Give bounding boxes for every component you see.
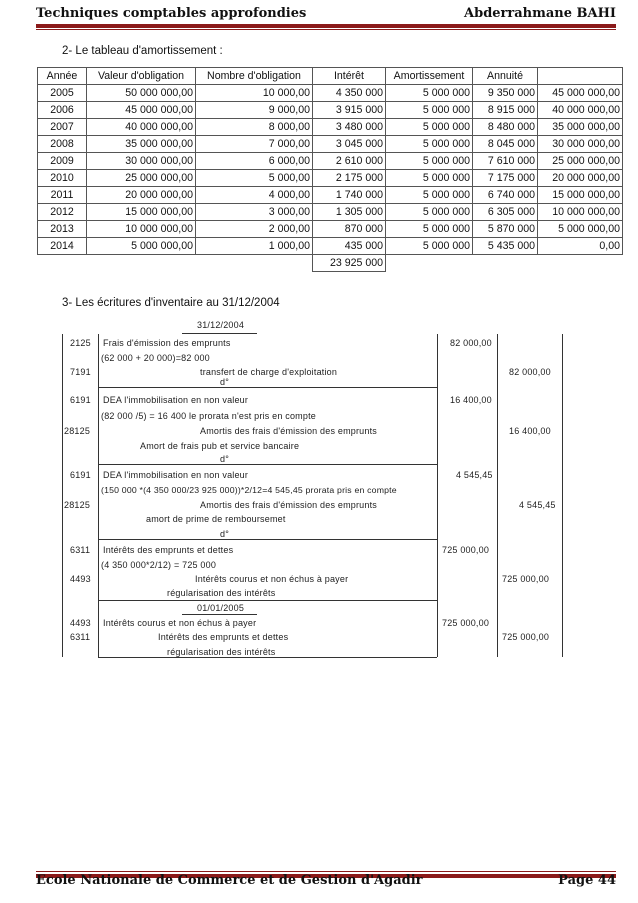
debit-amount: 725 000,00 (442, 545, 490, 555)
table-cell: 10 000 000,00 (87, 221, 196, 238)
col-header: Valeur d'obligation (87, 68, 196, 85)
header-rule (36, 24, 616, 28)
table-cell: 2009 (38, 153, 87, 170)
table-cell: 10 000,00 (196, 85, 313, 102)
credit-amount: 725 000,00 (502, 632, 550, 642)
table-cell: 1 740 000 (313, 187, 386, 204)
table-cell: 6 740 000 (473, 187, 538, 204)
credit-amount: 725 000,00 (502, 574, 550, 584)
table-cell: 10 000 000,00 (538, 204, 623, 221)
table-cell: 3 045 000 (313, 136, 386, 153)
amortization-table (37, 67, 623, 272)
table-cell: 5 000 000 (386, 187, 473, 204)
table-header-row (38, 68, 623, 85)
table-cell: 2008 (38, 136, 87, 153)
account-number: 4493 (70, 574, 91, 584)
col-header: Intérêt (313, 68, 386, 85)
journal-separator (98, 657, 437, 658)
col-header: Nombre d'obligation (196, 68, 313, 85)
table-cell: 2 610 000 (313, 153, 386, 170)
credit-label: transfert de charge d'exploitation (200, 367, 338, 377)
table-cell: 2014 (38, 238, 87, 255)
table-cell: 0,00 (538, 238, 623, 255)
empty-cell (538, 255, 623, 272)
calculation: (150 000 *(4 350 000/23 925 000))*2/12=4 545,45 prorata pris en compte (101, 485, 397, 495)
debit-label: Frais d'émission des emprunts (103, 338, 231, 348)
calculation: (82 000 /5) = 16 400 le prorata n'est pris en compte (101, 411, 316, 421)
table-cell: 5 000 000,00 (87, 238, 196, 255)
journal-line (62, 334, 63, 657)
table-cell: 2013 (38, 221, 87, 238)
journal-line (497, 334, 498, 657)
col-header (538, 68, 623, 85)
table-cell: 5 000,00 (196, 170, 313, 187)
table-row (38, 187, 623, 204)
footer-rule-thin (36, 871, 616, 872)
table-cell: 30 000 000,00 (538, 136, 623, 153)
journal-date: 01/01/2005 (197, 603, 245, 613)
entry-note: amort de prime de remboursemet (146, 514, 286, 524)
table-cell: 25 000 000,00 (538, 153, 623, 170)
table-cell: 7 175 000 (473, 170, 538, 187)
table-cell: 5 000 000 (386, 102, 473, 119)
journal-separator (182, 333, 257, 334)
section2-title: 2- Le tableau d'amortissement : (62, 45, 223, 57)
journal-line (562, 334, 563, 657)
journal-line (437, 334, 438, 657)
table-cell: 870 000 (313, 221, 386, 238)
credit-label: Amortis des frais d'émission des emprunts (200, 426, 377, 436)
entry-note: régularisation des intérêts (167, 588, 276, 598)
empty-cell (473, 255, 538, 272)
ditto-mark: d° (220, 529, 230, 539)
table-cell: 2012 (38, 204, 87, 221)
credit-amount: 82 000,00 (509, 367, 551, 377)
table-cell: 2006 (38, 102, 87, 119)
table-cell: 7 610 000 (473, 153, 538, 170)
account-number: 6191 (70, 470, 91, 480)
empty-cell (386, 255, 473, 272)
account-number: 6191 (70, 395, 91, 405)
journal-separator (98, 387, 437, 388)
table-cell: 8 000,00 (196, 119, 313, 136)
table-cell: 30 000 000,00 (87, 153, 196, 170)
table-cell: 5 000 000 (386, 170, 473, 187)
journal-separator (98, 464, 437, 465)
table-cell: 8 915 000 (473, 102, 538, 119)
table-row (38, 153, 623, 170)
table-cell: 40 000 000,00 (538, 102, 623, 119)
table-cell: 7 000,00 (196, 136, 313, 153)
page-footer (36, 873, 616, 889)
debit-label: DEA l'immobilisation en non valeur (103, 395, 249, 405)
table-cell: 4 000,00 (196, 187, 313, 204)
table-cell: 35 000 000,00 (87, 136, 196, 153)
table-cell: 15 000 000,00 (87, 204, 196, 221)
debit-amount: 725 000,00 (442, 618, 490, 628)
table-cell: 50 000 000,00 (87, 85, 196, 102)
table-cell: 35 000 000,00 (538, 119, 623, 136)
table-cell: 8 045 000 (473, 136, 538, 153)
page-header (36, 6, 616, 22)
col-header: Annuité (473, 68, 538, 85)
journal-separator (98, 539, 437, 540)
entry-note: régularisation des intérêts (167, 647, 276, 657)
table-row (38, 85, 623, 102)
table-cell: 5 435 000 (473, 238, 538, 255)
credit-label: Intérêts courus et non échus à payer (195, 574, 349, 584)
account-number: 4493 (70, 618, 91, 628)
account-number: 7191 (70, 367, 91, 377)
table-cell: 5 000 000 (386, 153, 473, 170)
table-cell: 3 480 000 (313, 119, 386, 136)
credit-amount: 16 400,00 (509, 426, 551, 436)
section3-title: 3- Les écritures d'inventaire au 31/12/2004 (62, 297, 280, 309)
calculation: (4 350 000*2/12) = 725 000 (101, 560, 217, 570)
col-header: Amortissement (386, 68, 473, 85)
table-cell: 5 870 000 (473, 221, 538, 238)
table-cell: 2 000,00 (196, 221, 313, 238)
table-cell: 20 000 000,00 (87, 187, 196, 204)
debit-label: Intérêts courus et non échus à payer (103, 618, 257, 628)
table-cell: 5 000 000 (386, 85, 473, 102)
journal-date: 31/12/2004 (197, 320, 245, 330)
table-cell: 3 915 000 (313, 102, 386, 119)
entry-note: Amort de frais pub et service bancaire (140, 441, 300, 451)
account-number: 28125 (64, 500, 91, 510)
total-interest: 23 925 000 (313, 255, 386, 272)
calculation: (62 000 + 20 000)=82 000 (101, 353, 210, 363)
table-cell: 45 000 000,00 (87, 102, 196, 119)
table-cell: 2 175 000 (313, 170, 386, 187)
col-header: Année (38, 68, 87, 85)
debit-label: DEA l'immobilisation en non valeur (103, 470, 249, 480)
table-row (38, 102, 623, 119)
table-cell: 15 000 000,00 (538, 187, 623, 204)
journal-entries (62, 320, 620, 657)
journal-separator (182, 614, 257, 615)
header-title: Techniques comptables approfondies (36, 6, 307, 21)
table-cell: 4 350 000 (313, 85, 386, 102)
table-cell: 20 000 000,00 (538, 170, 623, 187)
table-row (38, 170, 623, 187)
footer-school: Ecole Nationale de Commerce et de Gestion d'Agadir (36, 873, 423, 888)
table-cell: 5 000 000 (386, 238, 473, 255)
account-number: 6311 (70, 632, 91, 642)
table-row (38, 238, 623, 255)
account-number: 28125 (64, 426, 91, 436)
empty-cell (196, 255, 313, 272)
ditto-mark: d° (220, 454, 230, 464)
table-cell: 6 305 000 (473, 204, 538, 221)
table-cell: 40 000 000,00 (87, 119, 196, 136)
table-cell: 1 000,00 (196, 238, 313, 255)
ditto-mark: d° (220, 377, 230, 387)
table-cell: 2011 (38, 187, 87, 204)
debit-amount: 16 400,00 (450, 395, 492, 405)
table-cell: 3 000,00 (196, 204, 313, 221)
debit-amount: 4 545,45 (456, 470, 493, 480)
table-cell: 8 480 000 (473, 119, 538, 136)
empty-cell (87, 255, 196, 272)
debit-amount: 82 000,00 (450, 338, 492, 348)
page-number: Page 44 (558, 873, 616, 888)
table-row (38, 119, 623, 136)
table-cell: 5 000 000 (386, 221, 473, 238)
table-cell: 435 000 (313, 238, 386, 255)
total-row (38, 255, 623, 272)
journal-line (98, 334, 99, 657)
table-row (38, 221, 623, 238)
table-cell: 2005 (38, 85, 87, 102)
journal-separator (98, 600, 437, 601)
table-cell: 45 000 000,00 (538, 85, 623, 102)
table-cell: 9 000,00 (196, 102, 313, 119)
table-cell: 2007 (38, 119, 87, 136)
table-cell: 25 000 000,00 (87, 170, 196, 187)
header-rule-thin (36, 29, 616, 30)
credit-amount: 4 545,45 (519, 500, 556, 510)
table-cell: 5 000 000 (386, 119, 473, 136)
credit-label: Amortis des frais d'émission des emprunts (200, 500, 377, 510)
debit-label: Intérêts des emprunts et dettes (103, 545, 234, 555)
table-cell: 6 000,00 (196, 153, 313, 170)
table-row (38, 136, 623, 153)
table-row (38, 204, 623, 221)
account-number: 2125 (70, 338, 91, 348)
table-cell: 1 305 000 (313, 204, 386, 221)
table-cell: 2010 (38, 170, 87, 187)
credit-label: Intérêts des emprunts et dettes (158, 632, 289, 642)
table-cell: 5 000 000 (386, 136, 473, 153)
table-cell: 5 000 000 (386, 204, 473, 221)
empty-cell (38, 255, 87, 272)
header-author: Abderrahmane BAHI (464, 6, 616, 21)
table-cell: 9 350 000 (473, 85, 538, 102)
table-cell: 5 000 000,00 (538, 221, 623, 238)
account-number: 6311 (70, 545, 91, 555)
